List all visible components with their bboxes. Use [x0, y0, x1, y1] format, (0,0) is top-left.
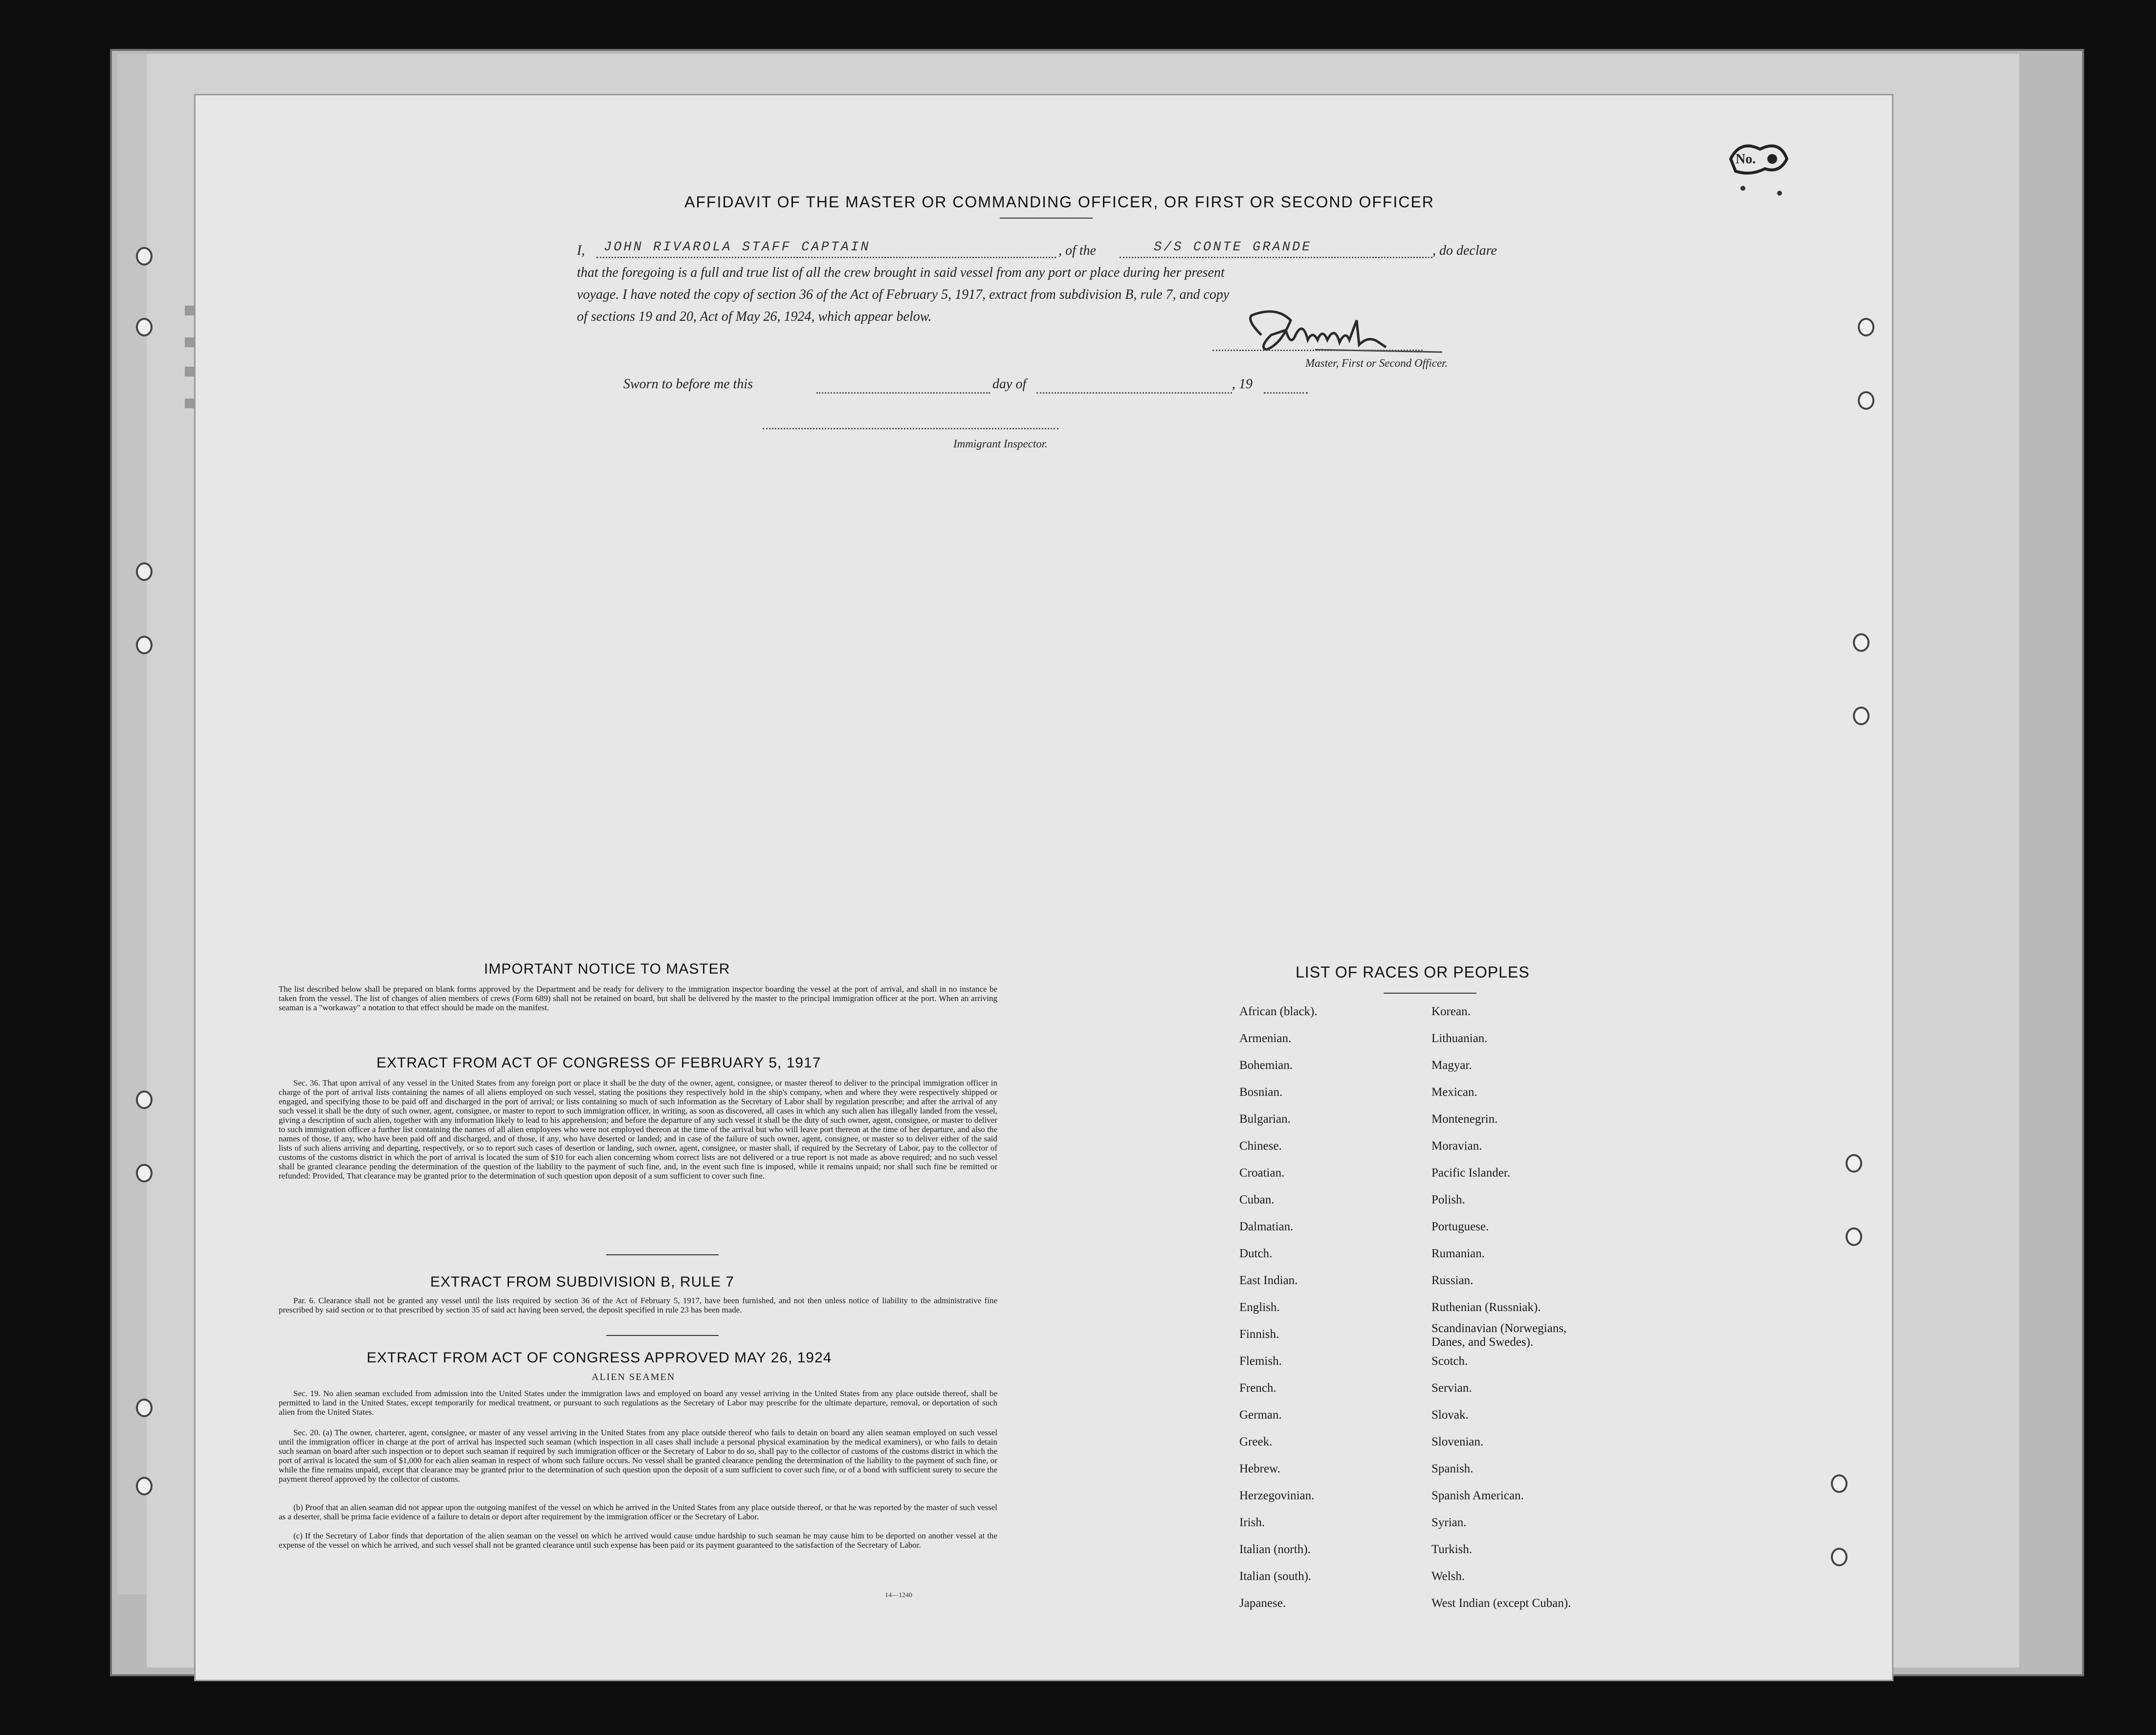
- race-item: Slovenian.: [1431, 1435, 1484, 1448]
- inspector-rule: [763, 428, 1058, 429]
- race-item: Hebrew.: [1239, 1462, 1280, 1475]
- race-item: Polish.: [1431, 1193, 1465, 1206]
- race-item: Armenian.: [1239, 1032, 1292, 1045]
- race-item: Slovak.: [1431, 1408, 1469, 1422]
- race-item: Chinese.: [1239, 1139, 1282, 1153]
- subdivision-b-title: EXTRACT FROM SUBDIVISION B, RULE 7: [430, 1274, 734, 1290]
- race-item: Pacific Islander.: [1431, 1166, 1511, 1179]
- race-item: Mexican.: [1431, 1086, 1477, 1099]
- race-item: Scotch.: [1431, 1355, 1468, 1368]
- punch-hole-icon: [1853, 707, 1870, 725]
- stamp-blot-icon: [1721, 130, 1794, 203]
- race-item: Bosnian.: [1239, 1086, 1283, 1099]
- vessel-name-rule: [1120, 257, 1432, 258]
- sworn-month-rule: [1036, 392, 1232, 394]
- punch-hole-icon: [136, 1477, 153, 1495]
- sec20b-text: (b) Proof that an alien seaman did not appear upon the outgoing manifest of the vessel on which he arrived in the United States from any place outside thereof, or that he was reported by the master of such vessel as a deserter, shall be prima facie evidence of a failure to detain or deport after requirement by the immigration officer or the Secretary of Labor.: [279, 1503, 997, 1521]
- officer-name-rule: [596, 257, 1056, 258]
- race-item: English.: [1239, 1301, 1280, 1314]
- notice-body: The list described below shall be prepared on blank forms approved by the Department and be ready for delivery to the immigration inspector boarding the vessel at the port of arrival, and shall in no instance be taken from the vessel. The list of changes of alien members of crews (Form 689) shall not be retained on board, but shall be delivered by the master to the principal immigration officer at the port. When an arriving seaman is a "workaway" a notation to that effect should be made on the manifest.: [279, 984, 997, 1012]
- extract-1924-subtitle: ALIEN SEAMEN: [592, 1372, 676, 1382]
- sec20c-text: (c) If the Secretary of Labor finds that deportation of the alien seaman on the vessel on which he arrived would cause undue hardship to such seaman he may cause him to be deported on another vessel at the expense of the vessel on which he arrived, and such vessel shall not be granted clearance until such expense has been paid or its payment guaranteed to the satisfaction of the Secretary of Labor.: [279, 1531, 997, 1550]
- race-item: Spanish American.: [1431, 1489, 1524, 1502]
- section-divider: [606, 1254, 719, 1255]
- punch-hole-icon: [1858, 391, 1874, 410]
- race-item: Korean.: [1431, 1005, 1471, 1018]
- race-item: Portuguese.: [1431, 1220, 1489, 1233]
- edge-mark: [185, 367, 195, 377]
- race-item: Scandinavian (Norwegians, Danes, and Swedes).: [1431, 1322, 1567, 1349]
- sworn-line: [623, 377, 1308, 401]
- race-item: Turkish.: [1431, 1543, 1473, 1556]
- affidavit-line-2: that the foregoing is a full and true list of all the crew brought in said vessel from any port or place during her present: [577, 265, 1225, 280]
- extract-1917-body: Sec. 36. That upon arrival of any vessel in the United States from any foreign port or place it shall be the duty of the owner, agent, consignee, or master thereof to deliver to the principal immigration officer in charge of the port of arrival lists containing the names of all aliens employed on such vessel, stating the positions they respectively hold in the ship's company, when and where they were respectively shipped or engaged, and specifying those to be paid off and discharged in the port of arrival; or lists containing so much of such information as the Secretary of Labor shall by regulation prescribe; and after the arrival of any such vessel it shall be the duty of such owner, agent, consignee, or master to report to such immigration officer, in writing, as soon as discovered, all cases in which any such alien has illegally landed from the vessel, giving a description of such alien, together with any information likely to lead to his apprehension; and before the departure of any such vessel it shall be the duty of such owner, agent, consignee, or master to deliver to such immigration officer a further list containing the names of all alien employees who were not employed thereon at the time of the arrival but who will leave port thereon at the time of her departure, and also the names of those, if any, who have been paid off and discharged, and of those, if any, who have deserted or landed; and in case of the failure of such owner, agent, consignee, or master so to deliver either of the said lists of such aliens arriving and departing, respectively, or so to report such cases of desertion or landing, such owner, agent, consignee, or master shall, if required by the Secretary of Labor, pay to the collector of customs of the customs district in which the port of arrival is located the sum of $10 for each alien concerning whom correct lists are not delivered or a true report is not made as above required; and no such vessel shall be granted clearance pending the determination of the question of the liability to the payment of such fine, and, in the event such fine is imposed, while it remains unpaid; nor shall such fine be remitted or refunded: Provided, That clearance may be granted prior to the determination of such question upon deposit of a sum sufficient to cover such fine.: [279, 1078, 997, 1180]
- edge-mark: [185, 337, 195, 347]
- races-column-1: [1239, 1005, 1445, 1611]
- race-item: Russian.: [1431, 1274, 1474, 1287]
- punch-hole-icon: [1858, 318, 1874, 336]
- race-item: Magyar.: [1431, 1059, 1472, 1072]
- sworn-day-text: day of: [992, 377, 1027, 392]
- race-item: Welsh.: [1431, 1570, 1465, 1583]
- race-item: Italian (south).: [1239, 1570, 1312, 1583]
- edge-mark: [185, 306, 195, 315]
- sec20a-text: Sec. 20. (a) The owner, charterer, agent, consignee, or master of any vessel arriving in the United States from any place outside thereof who fails to detain on board any alien seaman employed on such vessel until the immigration officer in charge at the port of arrival has inspected such seaman (which inspection in all cases shall include a personal physical examination by the medical examiners), or who fails to detain such seaman on board after such inspection or to deport such seaman if required by such immigration officer or the Secretary of Labor to do so, shall pay to the collector of customs of the customs district in which the port of arrival is located the sum of $1,000 for each alien seaman in respect of whom such failure occurs. No vessel shall be granted clearance pending the determination of the liability to the payment of such fine, or while the fine remains unpaid, except that clearance may be granted prior to the determination of such question upon the deposit of a sum sufficient to cover such fine, or of a bond with sufficient surety to secure the payment thereof approved by the collector of customs.: [279, 1428, 997, 1484]
- sec19-text: Sec. 19. No alien seaman excluded from admission into the United States under the immigration laws and employed on board any vessel arriving in the United States from any place outside thereof, shall be permitted to land in the United States, except temporarily for medical treatment, or pursuant to such regulations as the Secretary of Labor may prescribe for the ultimate departure, removal, or deportation of such alien from the United States.: [279, 1389, 997, 1417]
- race-item: Flemish.: [1239, 1355, 1282, 1368]
- race-item: African (black).: [1239, 1005, 1318, 1018]
- of-the-text: , of the: [1058, 243, 1096, 258]
- race-item: Bulgarian.: [1239, 1112, 1291, 1126]
- races-title-underline: [1384, 993, 1476, 994]
- do-declare-text: , do declare: [1432, 243, 1497, 258]
- punch-hole-icon: [136, 247, 153, 266]
- signature-rule: [1212, 350, 1423, 351]
- race-item: Finnish.: [1239, 1328, 1279, 1341]
- sworn-year-rule: [1264, 392, 1308, 394]
- punch-hole-icon: [1853, 633, 1870, 652]
- sworn-prefix: Sworn to before me this: [623, 377, 753, 392]
- race-item: Greek.: [1239, 1435, 1273, 1448]
- races-title: LIST OF RACES OR PEOPLES: [1296, 963, 1530, 981]
- affidavit-title: AFFIDAVIT OF THE MASTER OR COMMANDING OFFICER, OR FIRST OR SECOND OFFICER: [684, 193, 1434, 211]
- race-item: Rumanian.: [1431, 1247, 1485, 1260]
- sworn-year-text: , 19: [1232, 377, 1253, 392]
- punch-hole-icon: [136, 1164, 153, 1182]
- races-column-2: [1431, 1005, 1642, 1611]
- extract-1924-title: EXTRACT FROM ACT OF CONGRESS APPROVED MAY 26, 1924: [367, 1350, 832, 1366]
- signature-caption: Master, First or Second Officer.: [1305, 357, 1448, 369]
- race-item: German.: [1239, 1408, 1282, 1422]
- race-item: Japanese.: [1239, 1597, 1286, 1610]
- punch-hole-icon: [136, 318, 153, 336]
- race-item: Syrian.: [1431, 1516, 1467, 1529]
- line-prefix: I,: [577, 243, 585, 258]
- race-item: French.: [1239, 1381, 1276, 1395]
- punch-hole-icon: [136, 1399, 153, 1417]
- race-item: Herzegovinian.: [1239, 1489, 1315, 1502]
- edge-mark: [185, 399, 195, 408]
- punch-hole-icon: [136, 636, 153, 654]
- section-divider: [606, 1335, 719, 1336]
- race-item: Spanish.: [1431, 1462, 1474, 1475]
- vessel-name: S/S CONTE GRANDE: [1154, 240, 1312, 255]
- affidavit-line-3: voyage. I have noted the copy of section 36 of the Act of February 5, 1917, extract from subdivision B, rule 7, and copy: [577, 287, 1230, 302]
- affidavit-line-4: of sections 19 and 20, Act of May 26, 1924, which appear below.: [577, 309, 932, 324]
- race-item: Cuban.: [1239, 1193, 1275, 1206]
- race-item: East Indian.: [1239, 1274, 1298, 1287]
- subdivision-b-body: Par. 6. Clearance shall not be granted any vessel until the lists required by section 36 of the Act of February 5, 1917, have been furnished, and not then unless notice of liability to the administrative fine prescribed by said section or to that prescribed by section 35 of said act having been served, the deposit specified in rule 23 has been made.: [279, 1296, 997, 1314]
- race-item: Dutch.: [1239, 1247, 1273, 1260]
- inspector-caption: Immigrant Inspector.: [953, 438, 1048, 450]
- race-item: Bohemian.: [1239, 1059, 1293, 1072]
- form-number: 14—1240: [885, 1592, 912, 1599]
- sworn-date-rule: [816, 392, 990, 394]
- race-item: West Indian (except Cuban).: [1431, 1597, 1571, 1610]
- affidavit-line-1: [577, 240, 1516, 262]
- punch-hole-icon: [1831, 1548, 1848, 1566]
- race-item: Croatian.: [1239, 1166, 1285, 1179]
- race-item: Lithuanian.: [1431, 1032, 1488, 1045]
- race-item: Moravian.: [1431, 1139, 1482, 1153]
- notice-title: IMPORTANT NOTICE TO MASTER: [484, 961, 730, 977]
- race-item: Irish.: [1239, 1516, 1265, 1529]
- race-item: Servian.: [1431, 1381, 1472, 1395]
- corner-stamp: No.: [1736, 152, 1756, 167]
- punch-hole-icon: [136, 562, 153, 581]
- extract-1917-title: EXTRACT FROM ACT OF CONGRESS OF FEBRUARY 5, 1917: [376, 1055, 821, 1071]
- officer-name: JOHN RIVAROLA STAFF CAPTAIN: [604, 240, 871, 255]
- affidavit-page: [196, 95, 1892, 1680]
- punch-hole-icon: [136, 1090, 153, 1109]
- race-item: Montenegrin.: [1431, 1112, 1498, 1126]
- title-underline: [1000, 218, 1093, 219]
- race-item: Ruthenian (Russniak).: [1431, 1301, 1541, 1314]
- punch-hole-icon: [1846, 1227, 1862, 1246]
- punch-hole-icon: [1831, 1474, 1848, 1493]
- punch-hole-icon: [1846, 1154, 1862, 1173]
- race-item: Dalmatian.: [1239, 1220, 1294, 1233]
- race-item: Italian (north).: [1239, 1543, 1311, 1556]
